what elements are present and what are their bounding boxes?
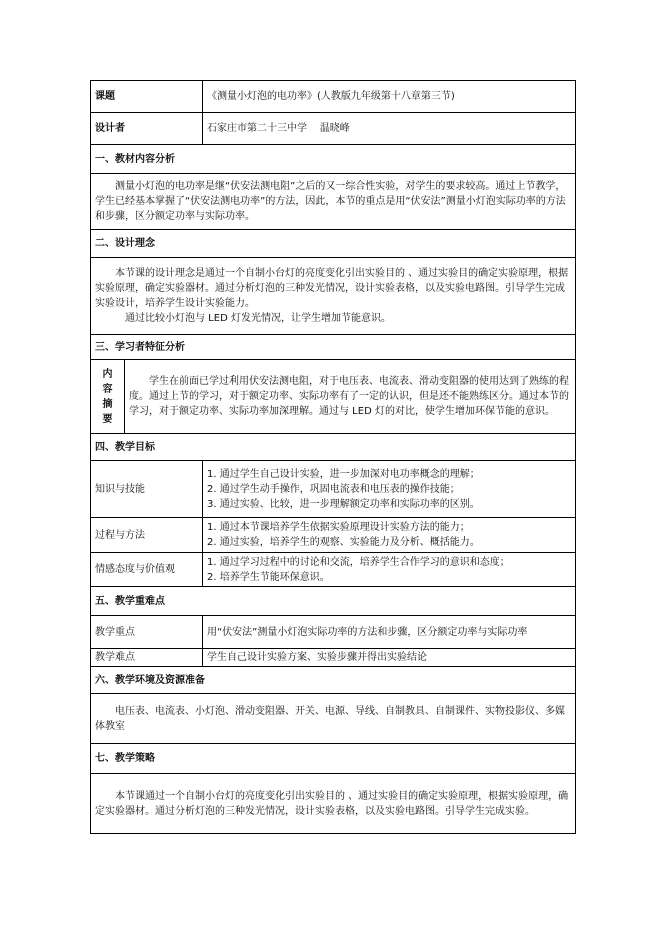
section-5-title: 五、教学重难点: [91, 587, 576, 616]
goal-item: 3. 通过实验、比较，进一步理解额定功率和实际功率的区别。: [207, 498, 480, 510]
goal-item: 1. 通过学习过程中的讨论和交流，培养学生合作学习的意识和态度；: [207, 556, 510, 568]
course-value: 《测量小灯泡的电功率》(人教版九年级第十八章第三节): [203, 81, 576, 113]
section-2-text-2: 通过比较小灯泡与 LED 灯发光情况，让学生增加节能意识。: [125, 313, 391, 324]
section-7-title: 七、教学策略: [91, 744, 576, 774]
goal-item: 1. 通过本节课培养学生依据实验原理设计实验方法的能力；: [207, 522, 470, 533]
section-3-title: 三、学习者特征分析: [91, 335, 576, 360]
designer-value: 石家庄市第二十三中学 温晓峰: [203, 113, 576, 145]
goal-item: 1. 通过学生自己设计实验，进一步加深对电功率概念的理解；: [207, 468, 480, 480]
course-label: 课题: [91, 81, 203, 113]
designer-label: 设计者: [91, 113, 203, 145]
key-point-label: 教学重点: [91, 616, 203, 649]
section-1-title: 一、教材内容分析: [91, 145, 576, 174]
goal-label-process: 过程与方法: [91, 518, 203, 553]
section-7-text: 本节课通过一个自制小台灯的亮度变化引出实验目的 、通过实验目的确定实验原理，根据实验原理，确定实验器材。通过分析灯泡的三种发光情况，设计实验表格，以及实验电路图。引导学生完成实验。: [95, 790, 569, 817]
summary-char-2: 容: [102, 383, 113, 395]
section-6-text: 电压表、电流表、小灯泡、滑动变阻器、开关、电源、导线、自制教具、自制课件、实物投影仪、多媒体教室: [95, 705, 565, 732]
section-2-body: [91, 258, 576, 335]
section-3-text: 学生在前面已学过利用伏安法测电阻，对于电压表、电流表、滑动变阻器的使用达到了熟练的程度。通过上节的学习，对于额定功率、实际功率有了一定的认识，但是还不能熟练区分。通过本节的学习，对于额定功率、实际功率加深理解。通过与 LED 灯的对比，使学生增加环保节能的意识。: [129, 376, 569, 417]
key-point-value: 用“伏安法”测量小灯泡实际功率的方法和步骤，区分额定功率与实际功率: [203, 616, 576, 649]
summary-char-4: 要: [102, 413, 113, 425]
content-summary-label: [91, 360, 125, 434]
section-2-text-1: 本节课的设计理念是通过一个自制小台灯的亮度变化引出实验目的 、通过实验目的确定实验原理，根据实验原理，确定实验器材。通过分析灯泡的三种发光情况，设计实验表格，以及实验电路图。引导学生完成实验设计，培养学生设计实验能力。: [95, 268, 569, 309]
section-7-body: [91, 774, 576, 834]
summary-char-3: 摘: [102, 398, 113, 410]
lesson-plan-table: [90, 80, 576, 834]
section-6-title: 六、教学环境及资源准备: [91, 667, 576, 694]
section-1-body: [91, 174, 576, 230]
goal-item: 2. 通过学生动手操作，巩固电流表和电压表的操作技能；: [207, 483, 460, 495]
goal-items-knowledge: [203, 461, 576, 518]
goal-items-process: [203, 518, 576, 553]
goal-item: 2. 培养学生节能环保意识。: [207, 571, 330, 583]
summary-char-1: 内: [102, 368, 113, 380]
goal-label-attitude: 情感态度与价值观: [91, 553, 203, 587]
section-6-body: [91, 694, 576, 744]
difficulty-value: 学生自己设计实验方案、实验步骤并得出实验结论: [203, 649, 576, 667]
goal-item: 2. 通过实验，培养学生的观察、实验能力及分析、概括能力。: [207, 537, 480, 548]
section-3-body: [125, 360, 576, 434]
section-1-text: 测量小灯泡的电功率是继“伏安法测电阻”之后的又一综合性实验，对学生的要求较高。通过上节教学，学生已经基本掌握了“伏安法测电功率”的方法，因此，本节的重点是用“伏安法”测量小灯泡实际功率的方法和步骤，区分额定功率与实际功率。: [95, 181, 566, 222]
goal-label-knowledge: 知识与技能: [91, 461, 203, 518]
section-4-title: 四、教学目标: [91, 434, 576, 461]
difficulty-label: 教学难点: [91, 649, 203, 667]
section-2-title: 二、设计理念: [91, 230, 576, 258]
goal-items-attitude: [203, 553, 576, 587]
